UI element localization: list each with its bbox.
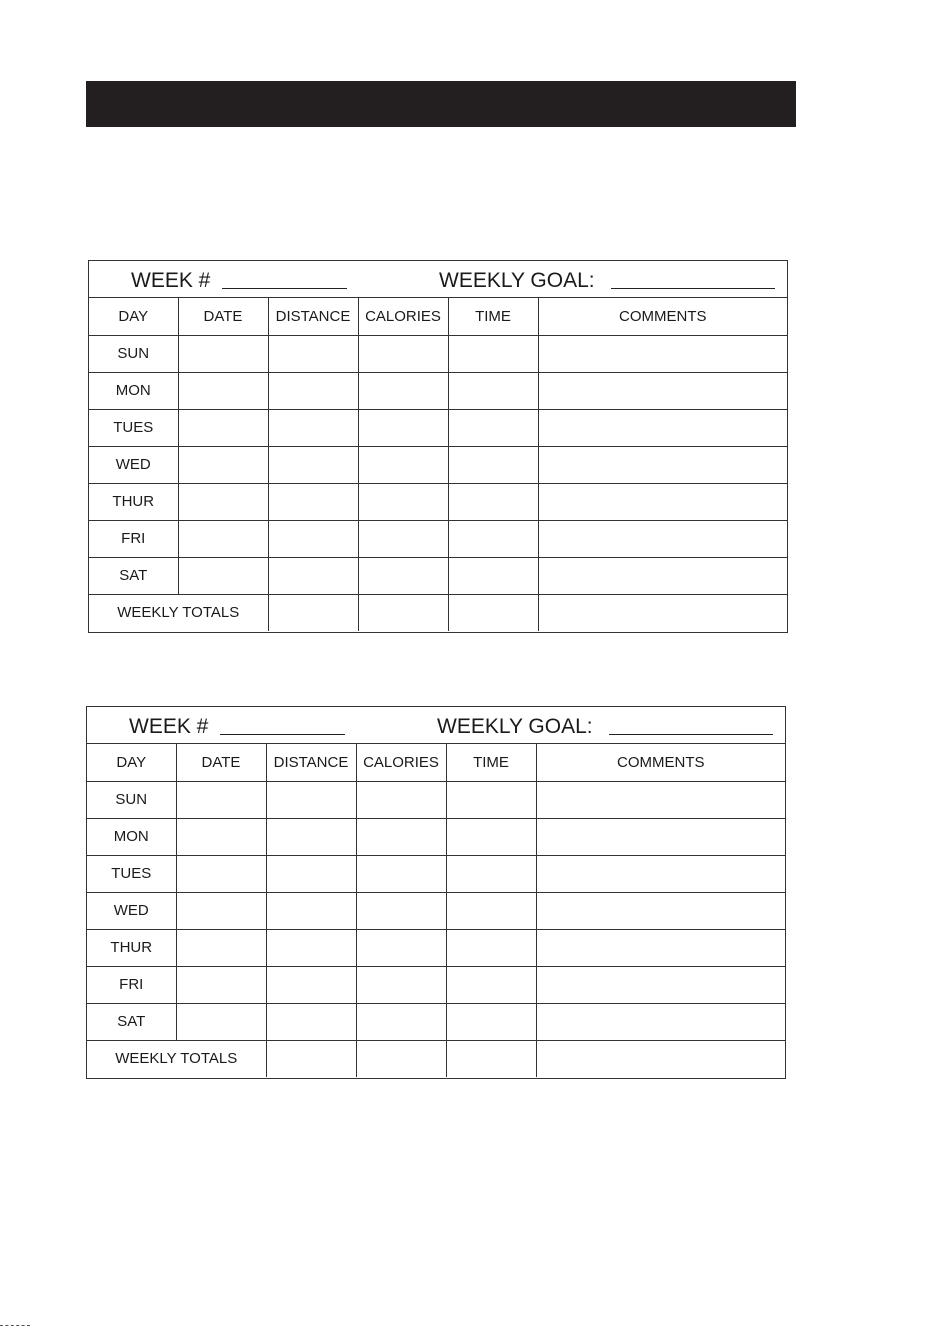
day-label: SUN [87,781,176,818]
distance-cell[interactable] [268,335,358,372]
distance-cell[interactable] [266,818,356,855]
total-calories-cell[interactable] [356,1040,446,1077]
table-row [89,483,787,520]
column-header-distance: DISTANCE [268,298,358,335]
distance-cell[interactable] [266,855,356,892]
date-cell[interactable] [178,446,268,483]
table-row [87,929,785,966]
day-label: FRI [87,966,176,1003]
distance-cell[interactable] [268,409,358,446]
time-cell[interactable] [448,372,538,409]
distance-cell[interactable] [266,966,356,1003]
day-label: WED [89,446,178,483]
column-header-day: DAY [87,744,176,781]
time-cell[interactable] [446,818,536,855]
comments-cell[interactable] [536,1003,785,1040]
total-comments-cell[interactable] [538,594,787,631]
weekly-goal-label: WEEKLY GOAL: [439,269,595,292]
date-cell[interactable] [178,372,268,409]
date-cell[interactable] [176,1003,266,1040]
table-row [89,557,787,594]
comments-cell[interactable] [538,335,787,372]
calories-cell[interactable] [358,483,448,520]
time-cell[interactable] [448,483,538,520]
time-cell[interactable] [448,520,538,557]
column-header-time: TIME [448,298,538,335]
calories-cell[interactable] [358,409,448,446]
table-row [87,1003,785,1040]
time-cell[interactable] [446,929,536,966]
totals-row [87,1040,785,1077]
comments-cell[interactable] [536,966,785,1003]
total-time-cell[interactable] [448,594,538,631]
log-header [89,261,787,298]
distance-cell[interactable] [268,483,358,520]
column-header-day: DAY [89,298,178,335]
time-cell[interactable] [446,1003,536,1040]
date-cell[interactable] [178,409,268,446]
day-label: WED [87,892,176,929]
column-header-time: TIME [446,744,536,781]
calories-cell[interactable] [356,966,446,1003]
weekly-totals-label: WEEKLY TOTALS [89,594,268,631]
title-banner [86,81,796,127]
page-edge-mark [0,1325,30,1327]
distance-cell[interactable] [266,781,356,818]
distance-cell[interactable] [268,446,358,483]
calories-cell[interactable] [356,781,446,818]
table-row [89,446,787,483]
comments-cell[interactable] [536,781,785,818]
distance-cell[interactable] [268,557,358,594]
day-label: MON [87,818,176,855]
column-header-row [87,744,785,781]
week-number-field[interactable] [222,288,347,289]
day-label: SAT [87,1003,176,1040]
day-label: SUN [89,335,178,372]
day-label: MON [89,372,178,409]
column-header-calories: CALORIES [358,298,448,335]
column-header-comments: COMMENTS [538,298,787,335]
comments-cell[interactable] [536,818,785,855]
date-cell[interactable] [178,335,268,372]
distance-cell[interactable] [266,1003,356,1040]
day-label: THUR [87,929,176,966]
column-header-date: DATE [178,298,268,335]
total-distance-cell[interactable] [266,1040,356,1077]
date-cell[interactable] [178,483,268,520]
weekly-goal-field[interactable] [611,288,775,289]
comments-cell[interactable] [536,892,785,929]
log-table [87,744,785,1077]
comments-cell[interactable] [538,557,787,594]
date-cell[interactable] [176,855,266,892]
table-row [89,409,787,446]
time-cell[interactable] [446,892,536,929]
calories-cell[interactable] [358,520,448,557]
time-cell[interactable] [448,409,538,446]
comments-cell[interactable] [538,372,787,409]
calories-cell[interactable] [358,446,448,483]
time-cell[interactable] [448,446,538,483]
table-row [89,372,787,409]
calories-cell[interactable] [356,892,446,929]
table-row [87,966,785,1003]
day-label: TUES [87,855,176,892]
calories-cell[interactable] [356,855,446,892]
day-label: FRI [89,520,178,557]
calories-cell[interactable] [356,818,446,855]
comments-cell[interactable] [538,409,787,446]
time-cell[interactable] [448,557,538,594]
distance-cell[interactable] [268,372,358,409]
weekly-totals-label: WEEKLY TOTALS [87,1040,266,1077]
comments-cell[interactable] [538,520,787,557]
weekly-log-2 [86,706,786,1079]
date-cell[interactable] [178,520,268,557]
weekly-goal-field[interactable] [609,734,773,735]
date-cell[interactable] [176,929,266,966]
day-label: THUR [89,483,178,520]
comments-cell[interactable] [536,855,785,892]
distance-cell[interactable] [266,892,356,929]
distance-cell[interactable] [268,520,358,557]
log-header [87,707,785,744]
calories-cell[interactable] [358,335,448,372]
column-header-row [89,298,787,335]
calories-cell[interactable] [356,929,446,966]
total-comments-cell[interactable] [536,1040,785,1077]
time-cell[interactable] [446,781,536,818]
weekly-goal-label: WEEKLY GOAL: [437,715,593,738]
table-row [87,855,785,892]
week-number-label: WEEK # [131,269,211,292]
table-row [89,520,787,557]
time-cell[interactable] [446,855,536,892]
comments-cell[interactable] [538,483,787,520]
table-row [89,335,787,372]
week-number-label: WEEK # [129,715,209,738]
totals-row [89,594,787,631]
table-row [87,781,785,818]
week-number-field[interactable] [220,734,345,735]
table-row [87,892,785,929]
day-label: SAT [89,557,178,594]
distance-cell[interactable] [266,929,356,966]
calories-cell[interactable] [356,1003,446,1040]
day-label: TUES [89,409,178,446]
date-cell[interactable] [176,818,266,855]
total-calories-cell[interactable] [358,594,448,631]
date-cell[interactable] [178,557,268,594]
date-cell[interactable] [176,892,266,929]
column-header-comments: COMMENTS [536,744,785,781]
comments-cell[interactable] [536,929,785,966]
table-row [87,818,785,855]
column-header-date: DATE [176,744,266,781]
column-header-distance: DISTANCE [266,744,356,781]
column-header-calories: CALORIES [356,744,446,781]
calories-cell[interactable] [358,372,448,409]
comments-cell[interactable] [538,446,787,483]
log-table [89,298,787,631]
time-cell[interactable] [448,335,538,372]
date-cell[interactable] [176,781,266,818]
total-distance-cell[interactable] [268,594,358,631]
weekly-log-1 [88,260,788,633]
total-time-cell[interactable] [446,1040,536,1077]
date-cell[interactable] [176,966,266,1003]
time-cell[interactable] [446,966,536,1003]
calories-cell[interactable] [358,557,448,594]
